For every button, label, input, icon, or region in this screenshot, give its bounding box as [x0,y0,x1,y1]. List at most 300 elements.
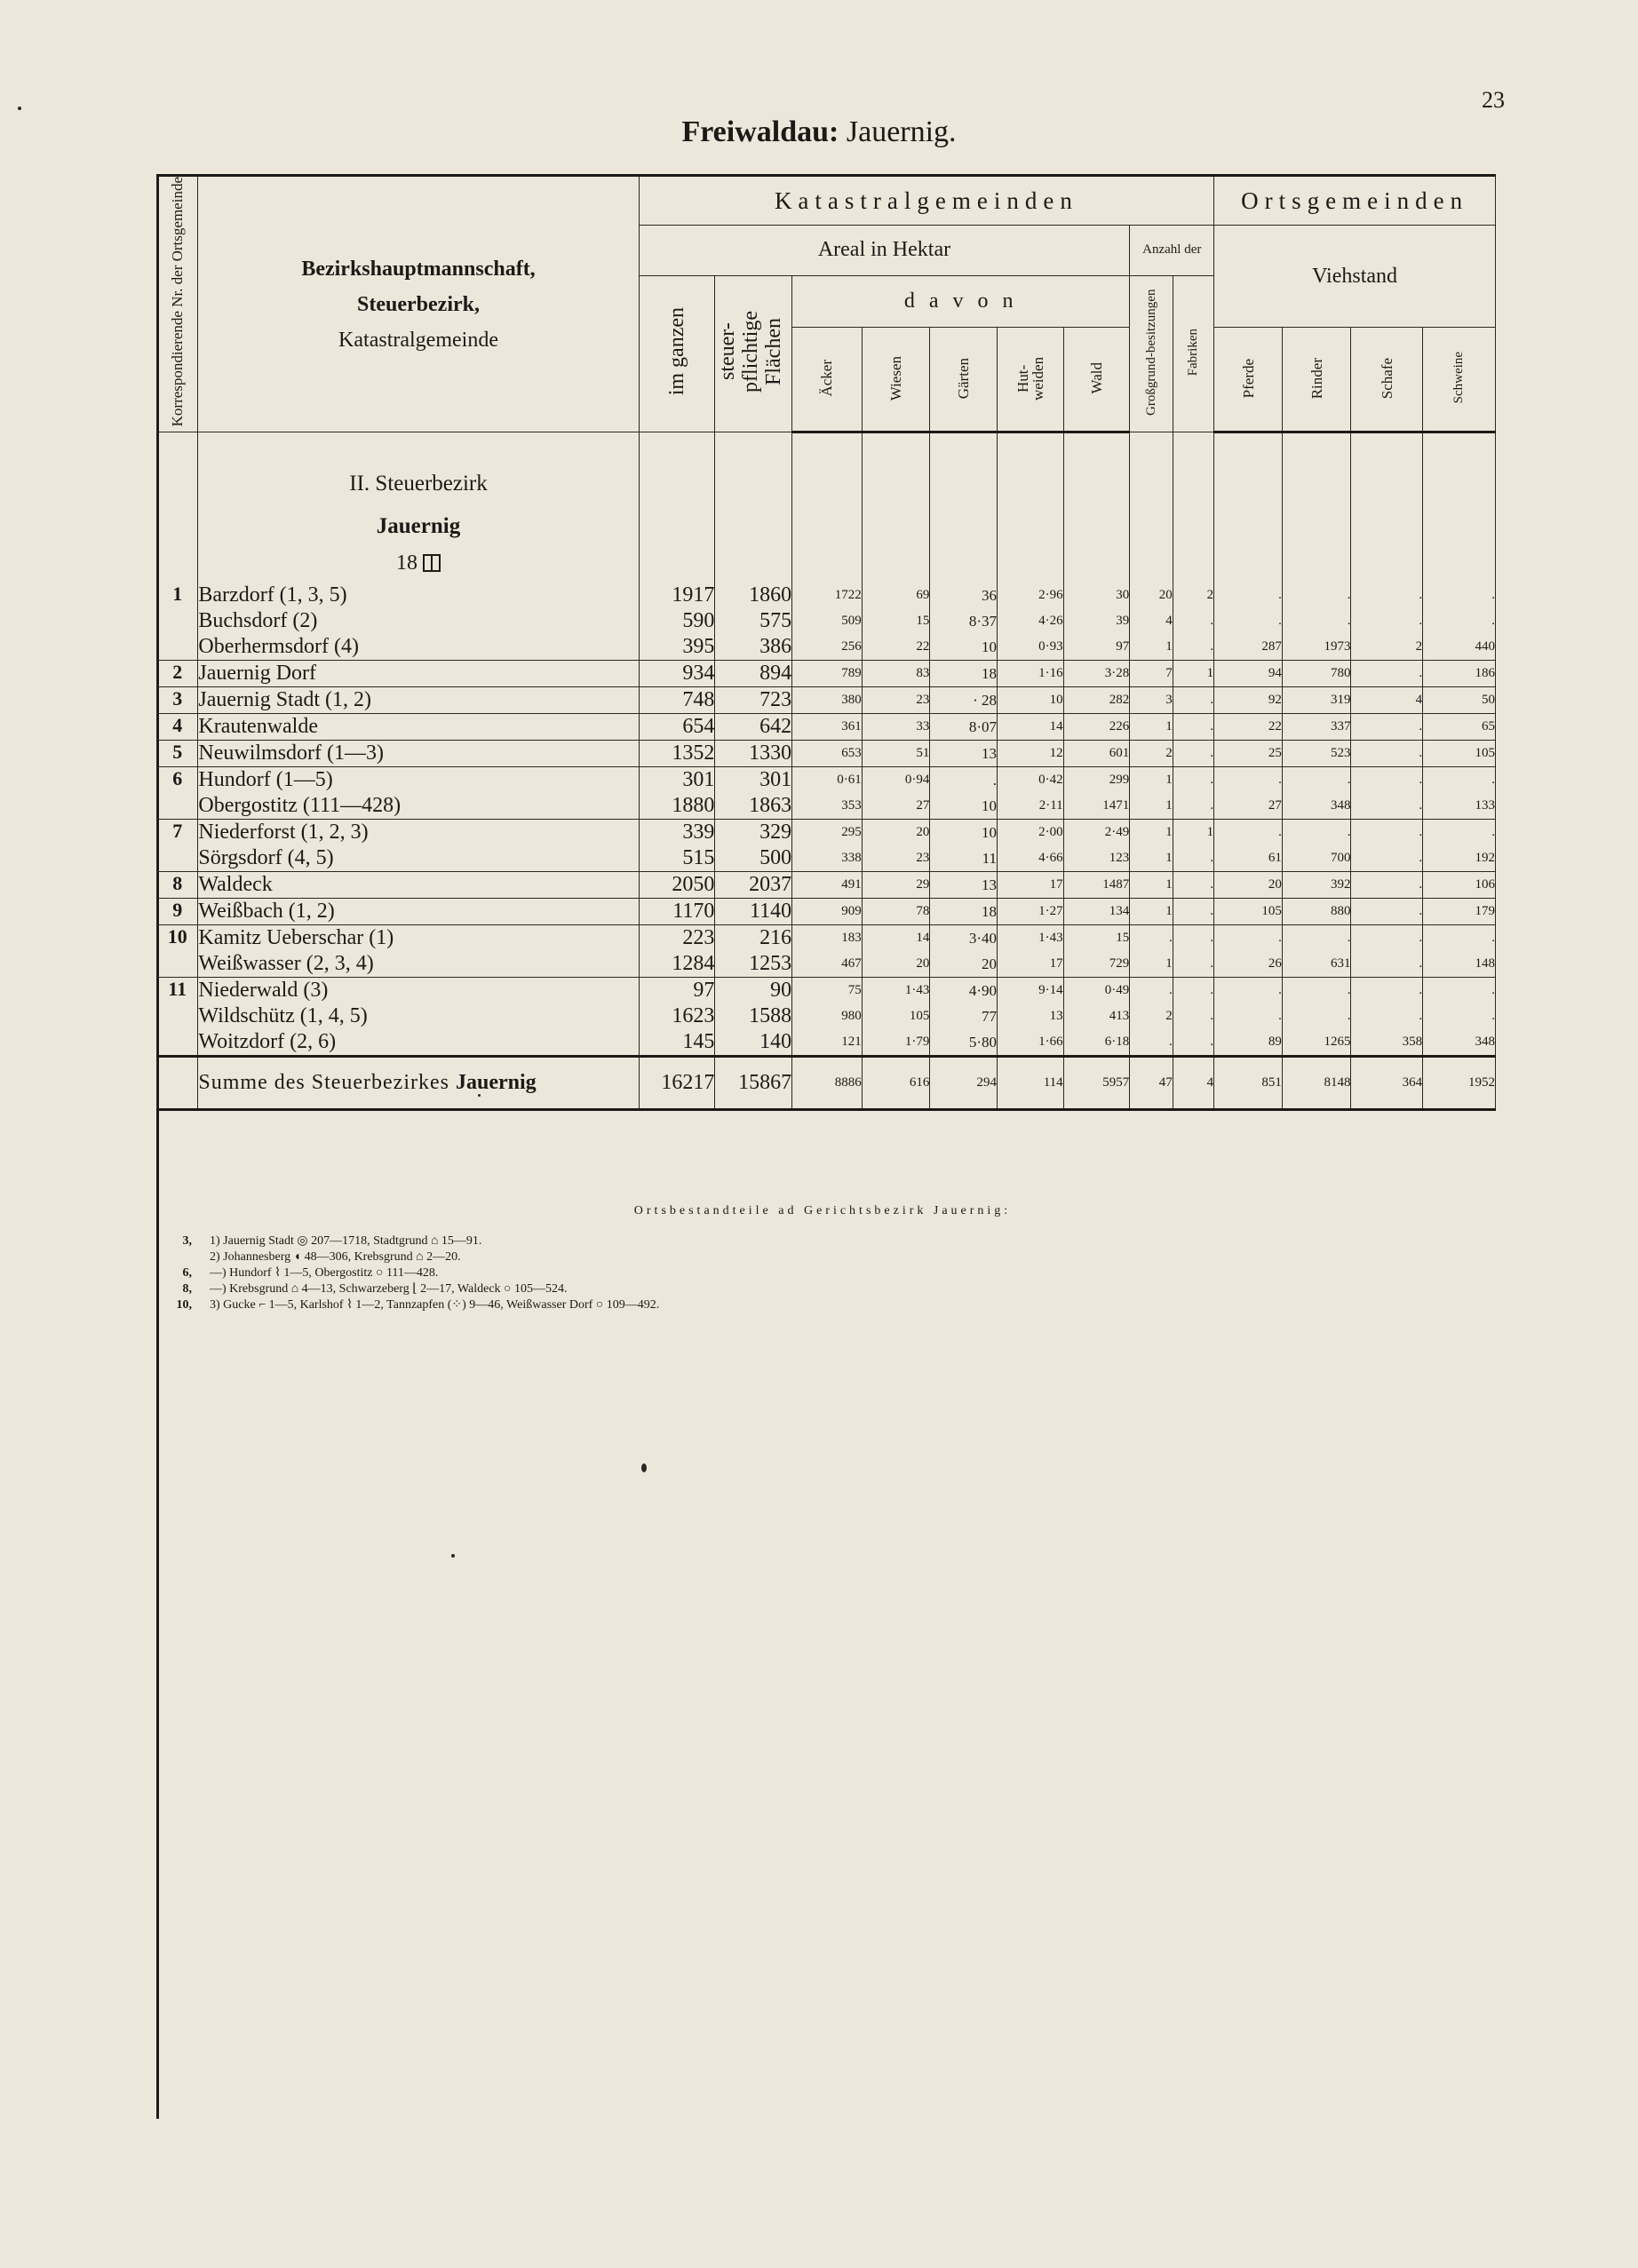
cell-value: 2 [1165,746,1173,761]
cell-value: . [1168,983,1173,998]
cell-value: 1588 [749,1004,792,1028]
gemeinde-name: Neuwilmsdorf (1—3) [198,741,385,765]
cell-value: 2 [1165,1009,1173,1024]
cell-value: 0·42 [1038,773,1063,788]
cell-value: 20 [1268,877,1282,892]
cell-value: 61 [1268,851,1282,866]
table-row [157,661,1496,687]
cell-value: . [1419,666,1423,681]
cell-value: 575 [759,609,792,633]
cell-value: . [1210,931,1214,946]
cell-ganz [639,925,715,978]
cell-schafe [1351,978,1423,1057]
total-gaerten: 294 [930,1057,998,1110]
cell-value: . [1210,1035,1214,1050]
cell-value: 3 [1165,693,1173,708]
cell-value: 642 [759,715,792,739]
cell-aecker [792,661,863,687]
cell-aecker [792,899,863,925]
cell-wiesen [862,899,930,925]
cell-value: 13 [982,876,998,894]
gemeinde-name: Oberhermsdorf (4) [198,635,359,659]
cell-value: 1 [1165,825,1173,840]
cell-gaerten [930,767,998,820]
cell-steuer [715,767,792,820]
cell-value: 223 [682,926,715,950]
header-davon: d a v o n [792,275,1130,328]
cell-value: 339 [682,821,715,845]
cell-aecker [792,872,863,899]
cell-value: 1 [1165,639,1173,654]
cell-value: 2037 [749,873,792,897]
cell-value: . [1419,1009,1423,1024]
cell-value: 1 [1206,825,1214,840]
header-steuerpflichtig: steuer-pflichtige Flächen [715,275,792,432]
cell-value: . [1210,773,1214,788]
total-wald: 5957 [1063,1057,1130,1110]
cell-value: 1 [1165,798,1173,813]
map-icon [423,554,441,572]
cell-hut [998,767,1064,820]
cell-value: . [1168,931,1173,946]
gemeinde-name: Wildschütz (1, 4, 5) [198,1004,368,1028]
gemeinde-name: Weißbach (1, 2) [198,900,335,924]
cell-pferde [1214,925,1283,978]
cell-gaerten [930,661,998,687]
cell-value: 20 [916,956,930,971]
cell-value: . [1491,614,1495,629]
cell-value: 12 [1049,746,1063,761]
cell-value: 631 [1330,956,1351,971]
cell-pferde [1214,767,1283,820]
cell-wiesen [862,820,930,872]
cell-wald [1063,872,1130,899]
cell-value: . [1419,588,1423,603]
cell-fabr [1173,925,1213,978]
header-viehstand: Viehstand [1214,226,1496,328]
row-number: 3 [157,687,198,714]
cell-value: 65 [1482,719,1495,734]
header-bezirk: Bezirkshauptmannschaft, Steuerbezirk, Katastralgemeinde [198,176,639,432]
cell-rinder [1282,714,1351,741]
cell-value: 10 [1049,693,1063,708]
cell-value: 92 [1268,693,1282,708]
cell-value: . [1491,1009,1495,1024]
cell-value: . [1419,904,1423,919]
cell-value: 1471 [1102,798,1130,813]
cell-value: 29 [916,877,930,892]
cell-value: 134 [1109,904,1130,919]
gemeinde-names [198,899,639,925]
cell-wiesen [862,767,930,820]
cell-gross [1130,820,1173,872]
cell-value: 18 [982,903,998,921]
cell-gross [1130,899,1173,925]
page-title-district: Freiwaldau: [681,115,839,148]
gemeinde-name: Barzdorf (1, 3, 5) [198,583,347,607]
cell-steuer [715,872,792,899]
cell-fabr [1173,978,1213,1057]
total-wiesen: 616 [862,1057,930,1110]
speck [478,1094,481,1097]
cell-value: . [1491,931,1495,946]
cell-gross [1130,714,1173,741]
cell-value: . [992,772,998,789]
cell-value: 1170 [672,900,715,924]
cell-value: . [1210,719,1214,734]
cell-value: 121 [841,1035,862,1050]
cell-value: . [1210,798,1214,813]
cell-wald [1063,687,1130,714]
cell-wald [1063,899,1130,925]
cell-value: 395 [682,635,715,659]
cell-schafe [1351,767,1423,820]
cell-steuer [715,714,792,741]
cell-hut [998,978,1064,1057]
cell-value: 295 [841,825,862,840]
header-nr: Korrespondierende Nr. der Ortsgemeinde [157,176,198,432]
gemeinde-name: Sörgsdorf (4, 5) [198,846,334,870]
cell-value: 148 [1475,956,1495,971]
cell-value: 282 [1109,693,1130,708]
footnote-text: —) Krebsgrund ⌂ 4—13, Schwarzeberg ⌊ 2—17, Waldeck ○ 105—524. [210,1282,568,1296]
cell-wald [1063,714,1130,741]
cell-value: . [1210,983,1214,998]
cell-value: 90 [770,979,792,1003]
cell-gross [1130,978,1173,1057]
cell-value: 1917 [672,583,715,607]
cell-value: 780 [1330,666,1351,681]
table-row [157,872,1496,899]
page-title-court: Jauernig. [839,115,957,148]
cell-value: 4·90 [968,982,998,1000]
cell-aecker [792,741,863,767]
cell-value: 69 [916,588,930,603]
footnote-text: —) Hundorf ⌇ 1—5, Obergostitz ○ 111—428. [210,1266,439,1280]
header-schweine: Schweine [1423,328,1496,432]
cell-value: 1265 [1324,1035,1351,1050]
cell-schafe [1351,687,1423,714]
cell-value: 17 [1049,956,1063,971]
footnote-line [156,1297,1489,1313]
cell-value: . [1278,588,1282,603]
footnote-key: 10, [176,1298,192,1312]
cell-value: 14 [916,931,930,946]
cell-pferde [1214,741,1283,767]
row-number: 8 [157,872,198,899]
cell-wald [1063,583,1130,661]
row-number: 1 [157,583,198,661]
header-pferde: Pferde [1214,328,1283,432]
cell-value: 1 [1165,956,1173,971]
cell-fabr [1173,661,1213,687]
cell-value: 25 [1268,746,1282,761]
cell-value: 50 [1482,693,1495,708]
cell-value: 23 [916,693,930,708]
cell-ganz [639,899,715,925]
table-row [157,583,1496,661]
cell-value: 20 [916,825,930,840]
section-title [198,432,639,583]
section-steuerbezirk: II. Steuerbezirk [349,472,488,496]
cell-value: 337 [1330,719,1351,734]
cell-pferde [1214,820,1283,872]
page-number: 23 [1482,87,1505,113]
cell-value: . [1419,983,1423,998]
cell-value: 179 [1475,904,1495,919]
cell-value: 36 [982,587,998,605]
row-number: 11 [157,978,198,1057]
cell-value: 11 [982,850,998,868]
cell-value: 601 [1109,746,1130,761]
cell-schweine [1423,899,1496,925]
cell-fabr [1173,741,1213,767]
cell-value: 1487 [1102,877,1130,892]
cell-value: 27 [916,798,930,813]
cell-aecker [792,583,863,661]
cell-value: 1860 [749,583,792,607]
cell-value: 1 [1206,666,1214,681]
cell-value: 491 [841,877,862,892]
cell-value: 1·43 [904,983,930,998]
cell-value: . [1347,1009,1351,1024]
gemeinde-names [198,767,639,820]
cell-value: 2·00 [1038,825,1063,840]
cell-value: 105 [1475,746,1495,761]
cell-value: 338 [841,851,862,866]
cell-rinder [1282,767,1351,820]
cell-gaerten [930,687,998,714]
footnote-line [156,1233,1489,1249]
cell-value: 216 [759,926,792,950]
cell-value: 2 [1206,588,1214,603]
cell-wiesen [862,925,930,978]
cell-wiesen [862,741,930,767]
cell-value: 51 [916,746,930,761]
cell-value: 1·79 [904,1035,930,1050]
gemeinde-name: Woitzdorf (2, 6) [198,1030,337,1054]
section-header-row [157,432,1496,583]
cell-hut [998,925,1064,978]
cell-value: 723 [759,688,792,712]
gemeinde-name: Obergostitz (111—428) [198,794,402,818]
cell-value: 77 [982,1008,998,1026]
cell-steuer [715,661,792,687]
cell-gross [1130,767,1173,820]
cell-gaerten [930,925,998,978]
cell-value: 133 [1475,798,1495,813]
cell-schafe [1351,583,1423,661]
cell-steuer [715,741,792,767]
cell-value: 1 [1165,719,1173,734]
cell-value: . [1278,931,1282,946]
cell-value: 299 [1109,773,1130,788]
cell-value: 729 [1109,956,1130,971]
cell-value: 97 [693,979,715,1003]
cell-value: . [1419,719,1423,734]
cell-value: 1 [1165,877,1173,892]
cell-value: 509 [841,614,862,629]
cell-value: 413 [1109,1009,1130,1024]
cell-value: 75 [847,983,862,998]
cell-steuer [715,925,792,978]
cell-value: . [1419,931,1423,946]
cell-gross [1130,741,1173,767]
cell-value: 380 [841,693,862,708]
cell-value: 1623 [672,1004,715,1028]
cell-value: 10 [982,638,998,656]
header-grossgrund: Großgrund-besitzungen [1130,275,1173,432]
cell-hut [998,741,1064,767]
cell-value: . [1278,614,1282,629]
cell-value: . [1347,614,1351,629]
cell-value: . [1419,798,1423,813]
cell-gaerten [930,741,998,767]
gemeinde-names [198,820,639,872]
cell-wald [1063,978,1130,1057]
cell-wald [1063,925,1130,978]
cell-value: 1722 [834,588,862,603]
cell-rinder [1282,978,1351,1057]
header-anzahl: Anzahl der [1130,226,1214,276]
cell-ganz [639,661,715,687]
cell-value: . [1491,825,1495,840]
cell-gross [1130,661,1173,687]
cell-schweine [1423,583,1496,661]
cell-value: 5·80 [968,1034,998,1051]
cell-value: . [1491,773,1495,788]
section-gemeinden-count: 18 [198,539,638,583]
cell-value: 106 [1475,877,1495,892]
cell-steuer [715,583,792,661]
cell-value: 13 [1049,1009,1063,1024]
total-label: Summe des Steuerbezirkes Jauernig [198,1057,639,1110]
cell-value: 329 [759,821,792,845]
cell-value: . [1278,983,1282,998]
cell-value: 700 [1330,851,1351,866]
cell-value: 500 [759,846,792,870]
header-katastral: Katastralgemeinden [639,176,1214,226]
cell-value: . [1491,983,1495,998]
cell-value: 894 [759,662,792,686]
cell-value: 1973 [1324,639,1351,654]
cell-schweine [1423,978,1496,1057]
cell-wiesen [862,714,930,741]
cell-value: 183 [841,931,862,946]
gemeinde-name: Jauernig Dorf [198,662,317,686]
cell-schweine [1423,741,1496,767]
cell-value: 105 [909,1009,930,1024]
cell-ganz [639,872,715,899]
total-gross: 47 [1130,1057,1173,1110]
cell-value: 440 [1475,639,1495,654]
cell-value: 22 [1268,719,1282,734]
cell-value: 192 [1475,851,1495,866]
cell-value: 1 [1165,851,1173,866]
cell-value: 226 [1109,719,1130,734]
header-wiesen: Wiesen [862,328,930,432]
cell-value: 1·27 [1038,904,1063,919]
cell-value: 140 [759,1030,792,1054]
cell-schweine [1423,767,1496,820]
cell-value: . [1278,773,1282,788]
cell-value: . [1347,773,1351,788]
cell-value: · 28 [973,692,998,710]
cell-value: . [1210,614,1214,629]
row-number: 9 [157,899,198,925]
cell-value: 4·66 [1038,851,1063,866]
header-hutweiden: Hut-weiden [998,328,1064,432]
cell-rinder [1282,741,1351,767]
cell-value: . [1210,693,1214,708]
cell-ganz [639,978,715,1057]
cell-value: 8·37 [968,613,998,630]
table-row [157,820,1496,872]
cell-value: 467 [841,956,862,971]
header-aecker: Äcker [792,328,863,432]
cell-pferde [1214,661,1283,687]
cell-value: 123 [1109,851,1130,866]
speck [18,107,21,110]
gemeinde-name: Jauernig Stadt (1, 2) [198,688,372,712]
cell-rinder [1282,583,1351,661]
cell-hut [998,899,1064,925]
cell-hut [998,583,1064,661]
total-steuer: 15867 [715,1057,792,1110]
cell-value: 1330 [749,741,792,765]
cell-value: 934 [682,662,715,686]
cell-value: 353 [841,798,862,813]
cell-aecker [792,925,863,978]
row-number: 4 [157,714,198,741]
cell-value: . [1419,614,1423,629]
cell-wiesen [862,583,930,661]
cell-schweine [1423,872,1496,899]
cell-rinder [1282,820,1351,872]
speck [641,1463,647,1472]
cell-value: 4 [1165,614,1173,629]
cell-schweine [1423,820,1496,872]
cell-gross [1130,872,1173,899]
cell-gaerten [930,714,998,741]
total-rinder: 8148 [1282,1057,1351,1110]
cell-value: 94 [1268,666,1282,681]
footnote-text: 3) Gucke ⌐ 1—5, Karlshof ⌇ 1—2, Tannzapfen (⁘) 9—46, Weißwasser Dorf ○ 109—492. [210,1298,660,1312]
cell-value: 1880 [672,794,715,818]
cell-value: 0·61 [837,773,862,788]
table-row [157,741,1496,767]
cell-pferde [1214,899,1283,925]
cell-value: 2050 [672,873,715,897]
gemeinde-names [198,687,639,714]
header-im-ganzen: im ganzen [639,275,715,432]
cell-hut [998,687,1064,714]
cell-value: 909 [841,904,862,919]
cell-pferde [1214,978,1283,1057]
statistics-table [156,174,1496,1111]
cell-ganz [639,714,715,741]
cell-value: 15 [1116,931,1130,946]
cell-wald [1063,741,1130,767]
row-number: 6 [157,767,198,820]
cell-pferde [1214,714,1283,741]
cell-value: . [1210,904,1214,919]
cell-fabr [1173,583,1213,661]
speck [451,1554,455,1558]
cell-value: 1284 [672,952,715,976]
cell-value: 590 [682,609,715,633]
cell-schafe [1351,899,1423,925]
